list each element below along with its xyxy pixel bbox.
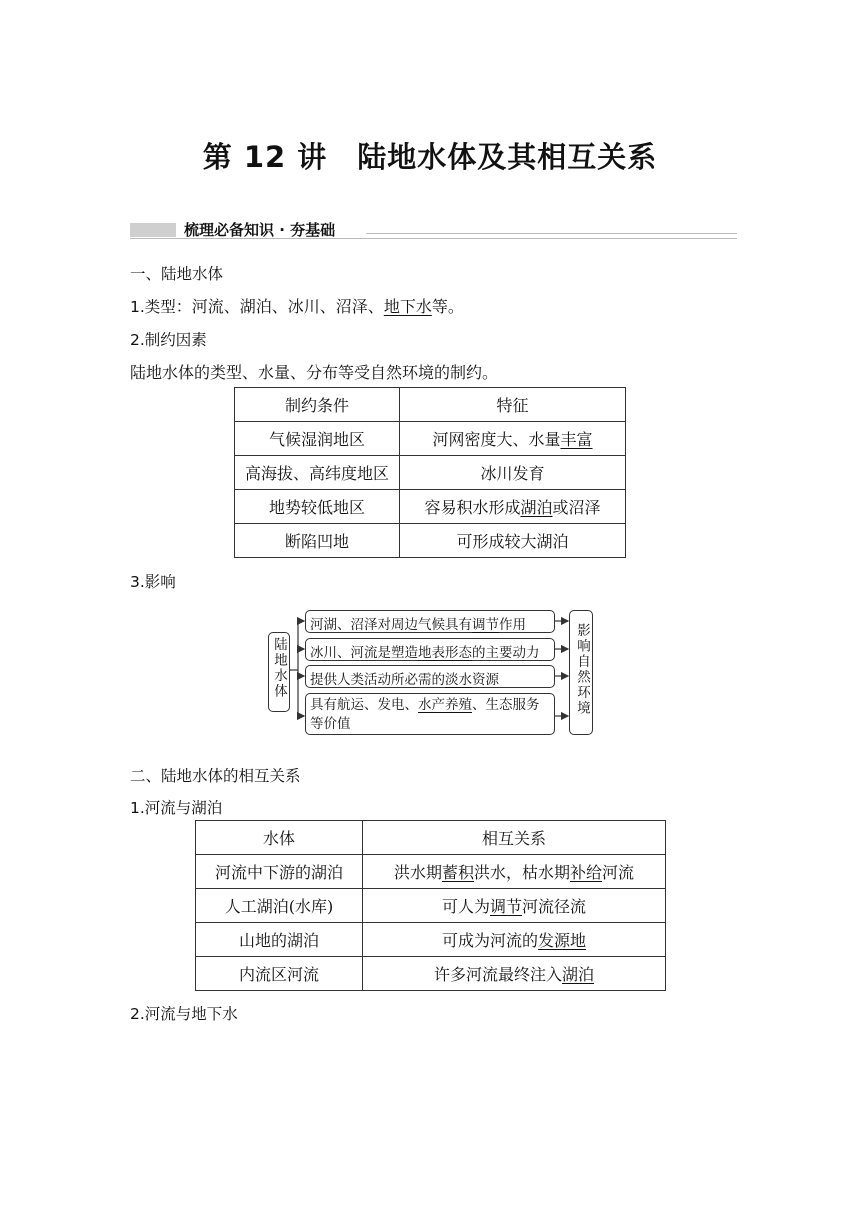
- table-row: [235, 422, 626, 456]
- section-marker: [130, 223, 176, 237]
- table-header: 相互关系: [363, 821, 666, 855]
- table-header-row: [196, 821, 666, 855]
- table-cell: [400, 422, 626, 456]
- table-cell: 许多河流最终注入湖泊: [363, 957, 666, 991]
- diagram-item: 河湖、沼泽对周边气候具有调节作用: [305, 610, 555, 633]
- table-cell: 高海拔、高纬度地区: [235, 456, 400, 490]
- table-cell: 可成为河流的发源地: [363, 923, 666, 957]
- divider: [130, 238, 737, 239]
- table-header: 水体: [196, 821, 363, 855]
- cell-underlined: 湖泊: [520, 498, 553, 517]
- table-row: [196, 889, 666, 923]
- table-cell: 气候湿润地区: [235, 422, 400, 456]
- section-header: [130, 222, 737, 242]
- table-row: [196, 855, 666, 889]
- table-row: [196, 957, 666, 991]
- factors-heading: 2.制约因素: [130, 331, 207, 349]
- influence-heading: 3.影响: [130, 573, 176, 591]
- river-groundwater-heading: 2.河流与地下水: [130, 1005, 238, 1023]
- table-cell: 断陷凹地: [235, 524, 400, 558]
- river-lake-table: [195, 820, 666, 991]
- diagram-right-box: 影响自然环境: [569, 610, 593, 735]
- section-header-label: 梳理必备知识 · 夯基础: [184, 221, 336, 239]
- types-label: 1.类型: [130, 298, 176, 316]
- types-underlined: 地下水: [383, 297, 432, 316]
- table-header-row: [235, 388, 626, 422]
- diagram-item: 具有航运、发电、水产养殖、生态服务等价值: [305, 693, 555, 735]
- table-cell: 地势较低地区: [235, 490, 400, 524]
- diagram-item: 冰川、河流是塑造地表形态的主要动力: [305, 638, 555, 661]
- factors-table: [234, 387, 626, 558]
- influence-diagram: [268, 608, 594, 736]
- table-cell: 河流中下游的湖泊: [196, 855, 363, 889]
- types-text: ：河流、湖泊、冰川、沼泽、: [175, 297, 384, 316]
- cell-text: 河网密度大、水量: [432, 430, 561, 449]
- table-header: 制约条件: [235, 388, 400, 422]
- table-cell: 可形成较大湖泊: [400, 524, 626, 558]
- river-lake-heading: 1.河流与湖泊: [130, 799, 223, 817]
- table-row: [235, 490, 626, 524]
- table-header: 特征: [400, 388, 626, 422]
- table-row: [235, 456, 626, 490]
- cell-text: 容易积水形成: [424, 498, 521, 517]
- types-paragraph: [130, 294, 464, 317]
- divider: [366, 233, 737, 234]
- heading-part2: 二、陆地水体的相互关系: [130, 767, 301, 785]
- table-cell: 人工湖泊(水库): [196, 889, 363, 923]
- heading-part1: 一、陆地水体: [130, 265, 224, 283]
- table-cell: 可人为调节河流径流: [363, 889, 666, 923]
- table-row: [196, 923, 666, 957]
- table-cell: 冰川发育: [400, 456, 626, 490]
- cell-text: 或沼泽: [552, 498, 601, 517]
- table-cell: 洪水期蓄积洪水，枯水期补给河流: [363, 855, 666, 889]
- table-row: [235, 524, 626, 558]
- factors-text: 陆地水体的类型、水量、分布等受自然环境的制约。: [130, 363, 499, 382]
- table-cell: [400, 490, 626, 524]
- table-cell: 内流区河流: [196, 957, 363, 991]
- cell-underlined: 丰富: [560, 430, 593, 449]
- diagram-left-box: 陆地水体: [268, 632, 290, 712]
- page-title: 第 12 讲 陆地水体及其相互关系: [202, 140, 658, 174]
- table-cell: 山地的湖泊: [196, 923, 363, 957]
- diagram-item: 提供人类活动所必需的淡水资源: [305, 665, 555, 688]
- types-end: 等。: [431, 297, 464, 316]
